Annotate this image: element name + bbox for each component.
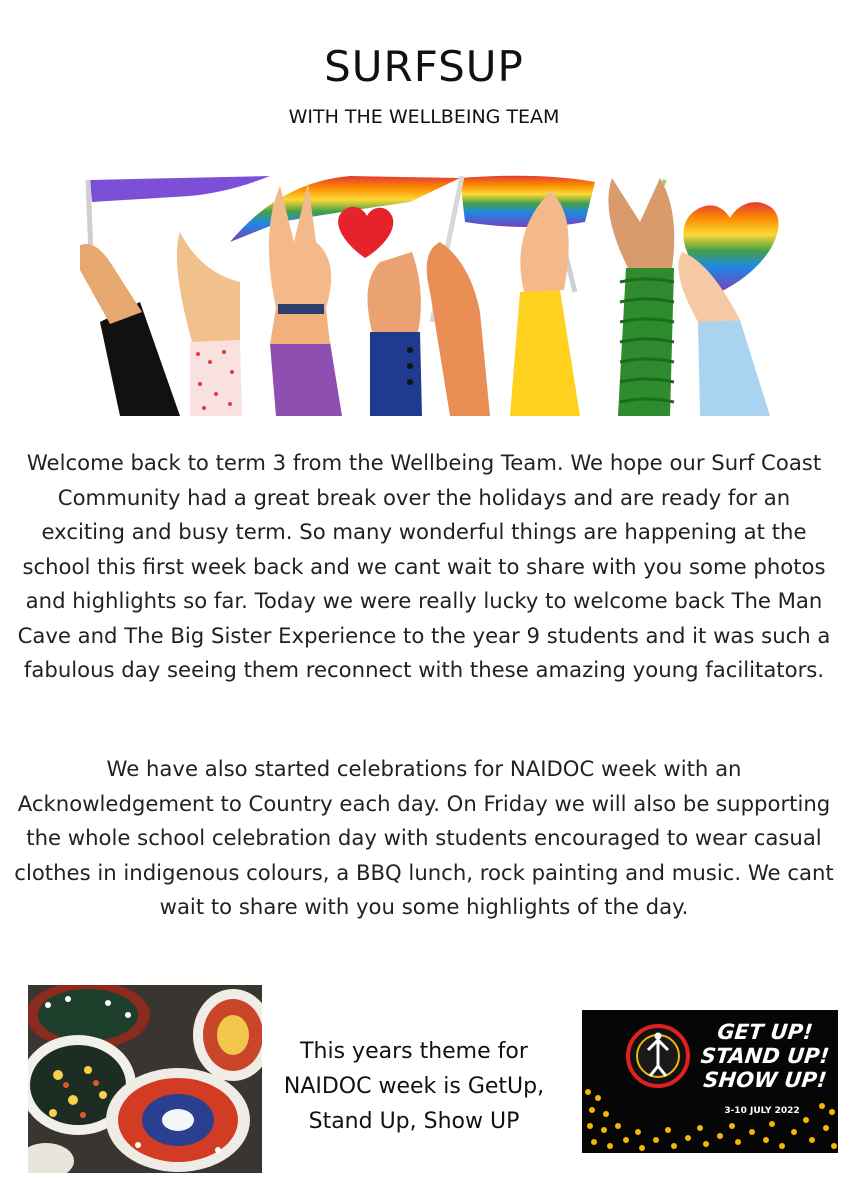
logo-line-get-up: GET UP! (716, 1020, 814, 1044)
naidoc-week-logo (582, 1010, 838, 1153)
logo-line-stand-up: STAND UP! (699, 1044, 831, 1068)
painted-rocks-photo (28, 985, 262, 1173)
pride-hands-banner-image (80, 172, 780, 416)
logo-line-show-up: SHOW UP! (702, 1068, 828, 1092)
welcome-paragraph: Welcome back to term 3 from the Wellbeing Team. We hope our Surf Coast Community had a great break over the holidays and are ready for an exciting and busy term. So many wonderful things are happening at the school this first week back and we cant wait to share with you some photos and highlights so far. Today we were really lucky to welcome back The Man Cave and The Big Sister Experience to the year 9 students and it was such a fabulous day seeing them reconnect with these amazing young facilitators. (17, 450, 831, 682)
naidoc-paragraph: We have also started celebrations for NAIDOC week with an Acknowledgement to Country each day. On Friday we will also be supporting the whole school celebration day with students encouraged to wear casual clothes in indigenous colours, a BBQ lunch, rock painting and music. We cant wait to share with you some highlights of the day. (14, 756, 834, 919)
naidoc-theme-text: This years theme for NAIDOC week is GetUp, Stand Up, Show UP (283, 1039, 545, 1134)
logo-dates: 3-10 JULY 2022 (724, 1106, 800, 1116)
page-subtitle: WITH THE WELLBEING TEAM (288, 106, 560, 128)
page-title: SURFSUP (324, 42, 524, 91)
